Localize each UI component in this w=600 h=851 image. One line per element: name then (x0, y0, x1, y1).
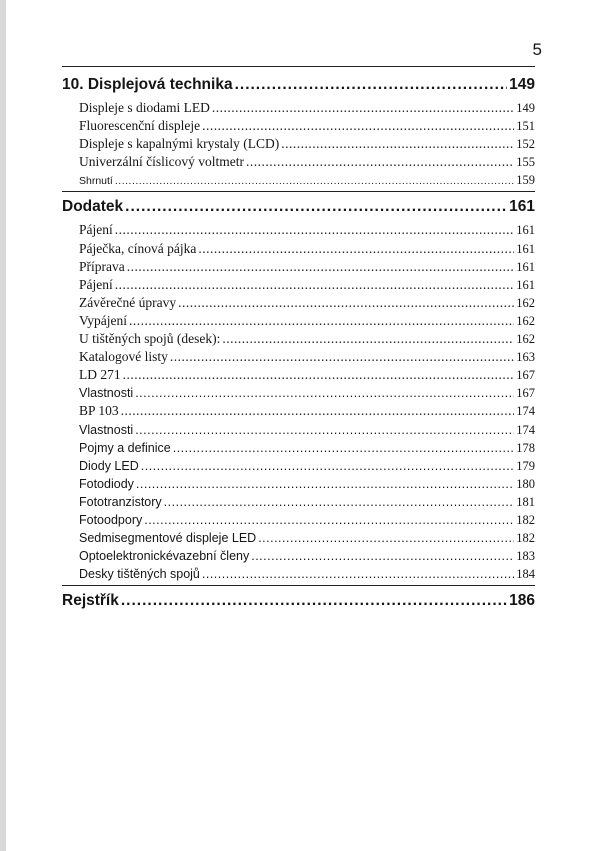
dot-leader (129, 312, 514, 330)
toc-entry-page: 180 (516, 476, 535, 491)
toc-entry (62, 276, 535, 294)
toc-chapter-title: Dodatek (62, 198, 124, 216)
toc-entry-page: 179 (516, 458, 535, 473)
toc-entry-page: 161 (516, 241, 535, 256)
toc-entry-page: 161 (516, 259, 535, 274)
toc-entry-title: Pájení (79, 276, 113, 292)
toc-entry-title: LD 271 (79, 367, 121, 383)
toc-entry (62, 348, 535, 366)
toc-entry-title: Sedmisegmentové displeje LED (79, 531, 257, 546)
dot-leader (202, 117, 514, 135)
toc-entry-title: Vypájení (79, 312, 127, 328)
toc-entry (62, 330, 535, 348)
toc-entry-page: 159 (516, 173, 535, 188)
toc-entry-title: Optoelektronickévazební členy (79, 549, 250, 564)
toc-entry (62, 511, 535, 529)
toc-entry-title: Pojmy a definice (79, 440, 171, 455)
toc-entry-page: 162 (516, 313, 535, 328)
dot-leader (173, 439, 515, 457)
toc-entry-title: Desky tištěných spojů (79, 567, 200, 582)
toc-entry (62, 421, 535, 439)
toc-entry-title: Vlastnosti (79, 386, 134, 401)
section-rule (62, 585, 535, 586)
toc-entry-title: Fluorescenční displeje (79, 118, 201, 134)
toc-entry-page: 162 (516, 295, 535, 310)
toc-entry-page: 174 (516, 422, 535, 437)
toc-entry-title: Displeje s kapalnými krystaly (LCD) (79, 136, 280, 152)
toc-chapter (62, 587, 535, 615)
toc-entry-title: Katalogové listy (79, 349, 168, 365)
toc-entry (62, 117, 535, 135)
toc-entry (62, 475, 535, 493)
toc-entry (62, 547, 535, 565)
dot-leader (212, 99, 514, 117)
toc-entry-title: BP 103 (79, 403, 119, 419)
toc-entry-title: Fotoodpory (79, 512, 143, 527)
toc-chapter-page: 149 (509, 76, 535, 93)
dot-leader (121, 587, 507, 615)
toc-entry-page: 162 (516, 332, 535, 347)
toc-entry-title: Vlastnosti (79, 422, 134, 437)
header-rule (62, 66, 535, 67)
dot-leader (198, 240, 514, 258)
toc-entry-title: Páječka, cínová pájka (79, 240, 197, 256)
toc-entry-title: Fototranzistory (79, 494, 162, 509)
toc-entry-title: Diody LED (79, 458, 139, 473)
dot-leader (251, 547, 514, 565)
toc-entry (62, 171, 535, 189)
dot-leader (246, 153, 514, 171)
dot-leader (123, 366, 515, 384)
toc-entry-page: 167 (516, 368, 535, 383)
toc-entry-page: 155 (516, 155, 535, 170)
dot-leader (144, 511, 514, 529)
toc-entry-title: Pájení (79, 222, 113, 238)
toc-entry-page: 184 (516, 567, 535, 582)
toc-entry-page: 151 (516, 119, 535, 134)
toc-chapter (62, 193, 535, 221)
page-edge (0, 0, 6, 851)
toc-entry (62, 258, 535, 276)
toc-chapter-title: Rejstřík (62, 592, 119, 610)
section-rule (62, 191, 535, 192)
toc-entry-page: 178 (516, 440, 535, 455)
dot-leader (170, 348, 514, 366)
toc-entry (62, 439, 535, 457)
toc-entry-page: 149 (516, 101, 535, 115)
toc-entry (62, 312, 535, 330)
toc-entry-title: Závěrečné úpravy (79, 294, 177, 310)
toc-entry-title: Displeje s diodami LED (79, 100, 210, 115)
dot-leader (222, 330, 514, 348)
toc-chapter (62, 71, 535, 99)
toc-entry-title: U tištěných spojů (desek): (79, 331, 221, 347)
toc-entry-page: 152 (516, 137, 535, 152)
toc-entry (62, 457, 535, 475)
dot-leader (235, 71, 508, 99)
dot-leader (115, 172, 514, 190)
toc-chapter-page: 161 (509, 198, 535, 216)
dot-leader (125, 193, 507, 221)
dot-leader (115, 276, 515, 294)
toc-entry (62, 402, 535, 420)
toc-entry (62, 565, 535, 583)
toc-entry (62, 99, 535, 117)
toc-entry-page: 182 (516, 531, 535, 546)
page-number: 5 (532, 40, 542, 59)
toc-entry-page: 163 (516, 350, 535, 365)
dot-leader (121, 402, 515, 420)
dot-leader (127, 258, 515, 276)
dot-leader (135, 421, 514, 439)
dot-leader (281, 135, 514, 153)
toc-chapter-title: 10. Displejová technika (62, 76, 233, 93)
dot-leader (202, 565, 514, 583)
dot-leader (164, 493, 515, 511)
table-of-contents (62, 71, 535, 615)
toc-entry (62, 384, 535, 402)
toc-entry (62, 221, 535, 239)
toc-entry (62, 529, 535, 547)
dot-leader (135, 384, 514, 402)
toc-entry (62, 294, 535, 312)
dot-leader (258, 529, 514, 547)
toc-entry-page: 182 (516, 512, 535, 527)
dot-leader (136, 475, 514, 493)
toc-entry-page: 174 (516, 404, 535, 419)
toc-entry (62, 153, 535, 171)
dot-leader (115, 221, 515, 239)
toc-entry-page: 161 (516, 223, 535, 238)
toc-entry (62, 240, 535, 258)
toc-entry-page: 183 (516, 549, 535, 564)
toc-entry-page: 181 (516, 494, 535, 509)
toc-chapter-page: 186 (509, 592, 535, 610)
toc-entry-page: 161 (516, 277, 535, 292)
dot-leader (178, 294, 514, 312)
toc-entry (62, 366, 535, 384)
dot-leader (141, 457, 515, 475)
toc-entry-title: Příprava (79, 258, 125, 274)
toc-entry-title: Univerzální číslicový voltmetr (79, 154, 244, 170)
toc-entry-title: Fotodiody (79, 476, 134, 491)
toc-entry-title: Shrnutí (79, 175, 113, 188)
toc-entry (62, 493, 535, 511)
toc-entry (62, 135, 535, 153)
toc-entry-page: 167 (516, 386, 535, 401)
